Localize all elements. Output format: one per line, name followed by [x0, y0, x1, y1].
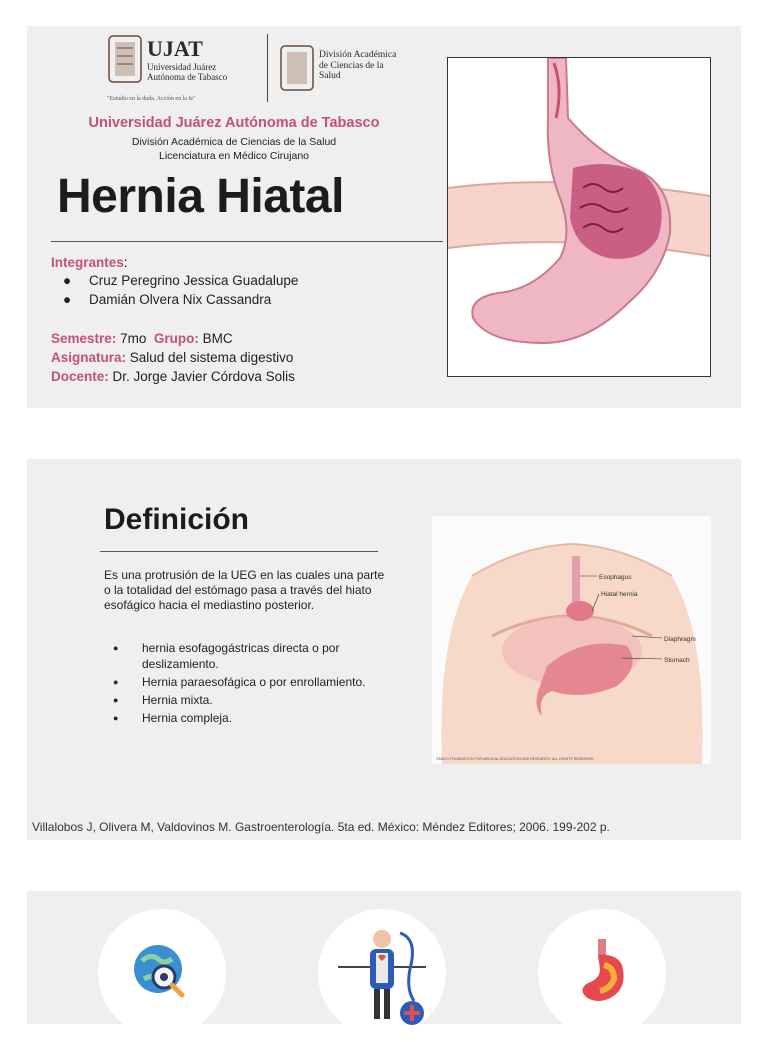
- stomach-icon: [538, 909, 666, 1037]
- grupo-value: BMC: [202, 331, 233, 346]
- docente-label: Docente:: [51, 369, 109, 384]
- semestre-value: 7mo: [120, 331, 147, 346]
- title-slide: [27, 26, 741, 408]
- member-name: Cruz Peregrino Jessica Guadalupe: [89, 273, 299, 288]
- asignatura-label: Asignatura:: [51, 350, 127, 365]
- title-rule: [51, 241, 443, 242]
- hiatal-hernia-label: Hiatal hernia: [601, 591, 638, 598]
- member-name: Damián Olvera Nix Cassandra: [89, 292, 272, 307]
- definition-title: Definición: [104, 503, 250, 536]
- logo-divider: [267, 34, 268, 102]
- integrantes-label: Integrantes: [51, 255, 124, 270]
- list-item: ● Damián Olvera Nix Cassandra: [63, 292, 272, 307]
- docente-value: Dr. Jorge Javier Córdova Solis: [112, 369, 295, 384]
- list-item: ● Cruz Peregrino Jessica Guadalupe: [63, 273, 299, 288]
- diaphragm-label: Diaphragm: [664, 636, 696, 643]
- definition-slide: [27, 459, 741, 840]
- globe-search-icon: [98, 909, 226, 1037]
- semestre-line: [51, 331, 233, 346]
- reference-text: Villalobos J, Olivera M, Valdovinos M. Gastroenterología. 5ta ed. México: Méndez Editores; 2006. 199-202 p.: [32, 820, 610, 834]
- list-item: ● hernia esofagogástricas directa o por deslizamiento.: [113, 640, 383, 672]
- logo-text: UJAT: [147, 36, 203, 61]
- esophagus-label: Esophagus: [599, 574, 632, 581]
- logo-sub2: Autónoma de Tabasco: [147, 72, 228, 82]
- university-name: Universidad Juárez Autónoma de Tabasco: [88, 115, 380, 131]
- division-logo-text: División Académica de Ciencias de la Salud: [319, 50, 397, 81]
- docente-line: [51, 369, 295, 384]
- hernia-types-list: [113, 640, 383, 728]
- logo-motto: "Estudio en la duda. Acción en la fe": [107, 96, 196, 102]
- stomach-label: Stomach: [664, 657, 690, 664]
- definition-rule: [100, 551, 378, 552]
- grupo-label: Grupo:: [153, 331, 199, 346]
- hiatal-hernia-illustration: [447, 57, 711, 377]
- semestre-label: Semestre:: [51, 331, 117, 346]
- members-list: [51, 271, 298, 309]
- logo-sub1: Universidad Juárez: [147, 62, 217, 72]
- list-item: ● Hernia mixta.: [113, 692, 383, 708]
- division-name: División Académica de Ciencias de la Salud: [131, 136, 337, 148]
- dacs-logo: [279, 44, 399, 100]
- stomach-illustration: [448, 58, 710, 376]
- list-item: ● Hernia paraesofágica o por enrollamiento.: [113, 674, 383, 690]
- program-name: Licenciatura en Médico Cirujano: [159, 150, 309, 162]
- asignatura-value: Salud del sistema digestivo: [129, 350, 294, 365]
- list-item: ● Hernia compleja.: [113, 710, 383, 726]
- torso-illustration: [432, 516, 711, 764]
- copyright-text: ©MAYO FOUNDATION FOR MEDICAL EDUCATION AND RESEARCH. ALL RIGHTS RESERVED.: [436, 757, 595, 761]
- ujat-logo: [107, 34, 257, 104]
- doctor-icon: [318, 909, 446, 1037]
- page-title: Hernia Hiatal: [57, 170, 344, 223]
- icons-slide: [27, 891, 741, 1024]
- integrantes-heading: Integrantes:: [51, 255, 128, 270]
- asignatura-line: [51, 350, 293, 365]
- definition-text: Es una protrusión de la UEG en las cuales una parte o la totalidad del estómago pasa a través del hiato esofágico hacia el mediastino posterior.: [104, 568, 385, 613]
- anatomy-illustration: [432, 516, 711, 764]
